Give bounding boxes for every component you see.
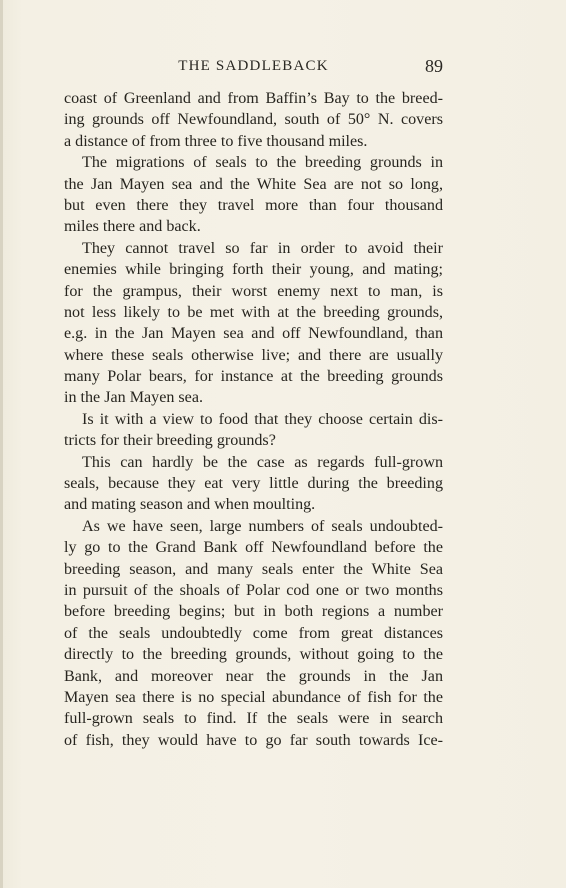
text-line: breeding season, and many seals enter the White Sea (64, 560, 443, 578)
text-line: coast of Greenland and from Baffin’s Bay to the breed- (64, 90, 443, 107)
text-line: where these seals otherwise live; and there are usually (64, 346, 443, 364)
text-line: The migrations of seals to the breeding grounds in (82, 154, 443, 172)
text-line: many Polar bears, for instance at the breeding grounds (64, 368, 443, 386)
text-line: miles there and back. (64, 218, 201, 236)
text-line: enemies while bringing forth their young, and mating; (64, 261, 443, 279)
page-gutter-shadow (0, 0, 3, 888)
text-line: in pursuit of the shoals of Polar cod one or two months (64, 581, 443, 599)
text-line: and mating season and when moulting. (64, 496, 316, 514)
text-line: This can hardly be the case as regards full-grown (82, 453, 443, 471)
text-line: seals, because they eat very little during the breeding (64, 475, 443, 493)
text-line: full-grown seals to find. If the seals were in search (64, 710, 443, 728)
text-line: a distance of from three to five thousand miles. (64, 132, 368, 150)
text-line: in the Jan Mayen sea. (64, 389, 203, 407)
running-title: THE SADDLEBACK (178, 58, 329, 74)
text-line: the Jan Mayen sea and the White Sea are not so long, (64, 175, 443, 193)
text-line: tricts for their breeding grounds? (64, 432, 276, 450)
text-line: of fish, they would have to go far south towards Ice- (64, 731, 443, 749)
text-line: Mayen sea there is no special abundance of fish for the (64, 688, 443, 706)
body-text (64, 88, 443, 751)
text-line: ly go to the Grand Bank off Newfoundland before the (64, 539, 443, 557)
text-line: of the seals undoubtedly come from great distances (64, 624, 443, 642)
page-number: 89 (425, 56, 443, 76)
running-header (64, 56, 443, 80)
text-line: As we have seen, large numbers of seals undoubted- (82, 517, 443, 535)
text-line: They cannot travel so far in order to avoid their (82, 239, 443, 257)
text-line: directly to the breeding grounds, without going to the (64, 646, 443, 664)
text-line: Is it with a view to food that they choose certain dis- (82, 410, 443, 428)
text-line: but even there they travel more than four thousand (64, 196, 443, 214)
text-line: e.g. in the Jan Mayen sea and off Newfoundland, than (64, 325, 443, 343)
text-line: for the grampus, their worst enemy next to man, is (64, 282, 443, 300)
text-line: not less likely to be met with at the breeding grounds, (64, 303, 443, 321)
text-line: ing grounds off Newfoundland, south of 50° N. covers (64, 111, 443, 129)
text-line: before breeding begins; but in both regions a number (64, 603, 443, 621)
text-line: Bank, and moreover near the grounds in the Jan (64, 667, 443, 685)
